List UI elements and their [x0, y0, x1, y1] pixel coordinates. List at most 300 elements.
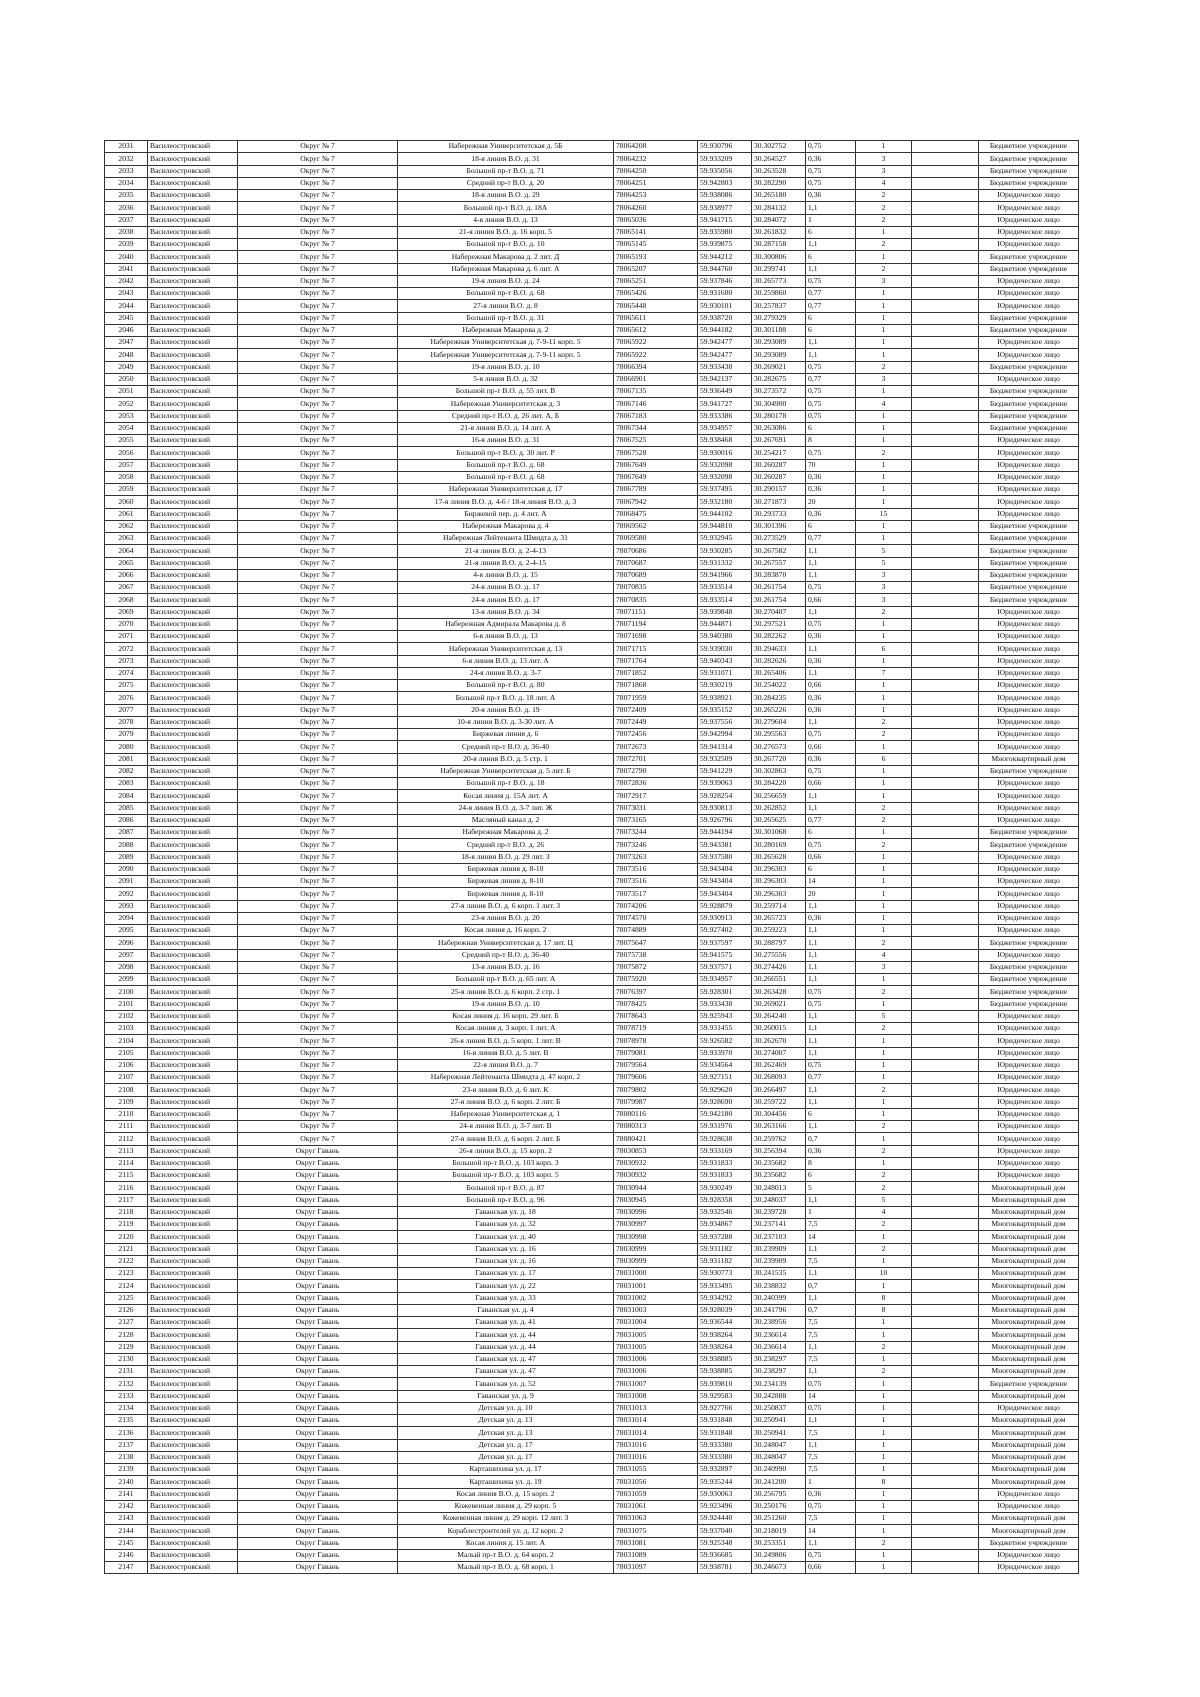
- object-id-cell: 78030999: [614, 1255, 698, 1267]
- latitude-cell: 59.938468: [698, 435, 752, 447]
- volume-cell: 0,7: [806, 1280, 856, 1292]
- volume-cell: 0,77: [806, 373, 856, 385]
- owner-type-cell: Юридическое лицо: [979, 239, 1079, 251]
- address-cell: 19-я линия В.О. д. 10: [398, 361, 614, 373]
- object-id-cell: 78031008: [614, 1390, 698, 1402]
- spacer-cell: [912, 312, 979, 324]
- row-number-cell: 2091: [105, 876, 148, 888]
- latitude-cell: 59.929620: [698, 1084, 752, 1096]
- data-table-container: [104, 140, 1078, 1574]
- municipal-district-cell: Округ № 7: [238, 925, 398, 937]
- table-row: [105, 312, 1079, 324]
- municipal-district-cell: Округ № 7: [238, 141, 398, 153]
- municipal-district-cell: Округ № 7: [238, 386, 398, 398]
- volume-cell: 1,1: [806, 1047, 856, 1059]
- volume-cell: 1,1: [806, 545, 856, 557]
- object-id-cell: 78070686: [614, 545, 698, 557]
- volume-cell: 1,1: [806, 1084, 856, 1096]
- address-cell: 23-я линия В.О. д. 6 лит. К: [398, 1084, 614, 1096]
- address-cell: Набережная Макарова д. 4: [398, 520, 614, 532]
- spacer-cell: [912, 141, 979, 153]
- municipal-district-cell: Округ № 7: [238, 790, 398, 802]
- volume-cell: 0,75: [806, 410, 856, 422]
- spacer-cell: [912, 1525, 979, 1537]
- object-id-cell: 78079564: [614, 1059, 698, 1071]
- owner-type-cell: Юридическое лицо: [979, 202, 1079, 214]
- object-id-cell: 78072449: [614, 716, 698, 728]
- count-cell: 1: [856, 1280, 912, 1292]
- spacer-cell: [912, 422, 979, 434]
- table-row: [105, 251, 1079, 263]
- row-number-cell: 2031: [105, 141, 148, 153]
- latitude-cell: 59.931071: [698, 667, 752, 679]
- count-cell: 1: [856, 876, 912, 888]
- object-id-cell: 78064208: [614, 141, 698, 153]
- row-number-cell: 2099: [105, 974, 148, 986]
- district-cell: Василеостровский: [148, 263, 238, 275]
- count-cell: 8: [856, 1476, 912, 1488]
- row-number-cell: 2055: [105, 435, 148, 447]
- count-cell: 1: [856, 778, 912, 790]
- owner-type-cell: Многоквартирный дом: [979, 1390, 1079, 1402]
- object-id-cell: 78073263: [614, 851, 698, 863]
- district-cell: Василеостровский: [148, 1464, 238, 1476]
- longitude-cell: 30.282262: [752, 631, 806, 643]
- municipal-district-cell: Округ № 7: [238, 447, 398, 459]
- object-id-cell: 78078719: [614, 1023, 698, 1035]
- owner-type-cell: Юридическое лицо: [979, 692, 1079, 704]
- row-number-cell: 2045: [105, 312, 148, 324]
- longitude-cell: 30.256795: [752, 1488, 806, 1500]
- volume-cell: 0,36: [806, 153, 856, 165]
- district-cell: Василеостровский: [148, 190, 238, 202]
- municipal-district-cell: Округ № 7: [238, 876, 398, 888]
- municipal-district-cell: Округ № 7: [238, 667, 398, 679]
- municipal-district-cell: Округ Гавань: [238, 1353, 398, 1365]
- district-cell: Василеостровский: [148, 1562, 238, 1574]
- spacer-cell: [912, 1329, 979, 1341]
- count-cell: 1: [856, 459, 912, 471]
- count-cell: 3: [856, 582, 912, 594]
- table-row: [105, 998, 1079, 1010]
- longitude-cell: 30.287158: [752, 239, 806, 251]
- longitude-cell: 30.259223: [752, 925, 806, 937]
- volume-cell: 7,5: [806, 1451, 856, 1463]
- address-cell: Набережная Макарова д. 6 лит. А: [398, 263, 614, 275]
- latitude-cell: 59.933514: [698, 582, 752, 594]
- row-number-cell: 2117: [105, 1194, 148, 1206]
- municipal-district-cell: Округ Гавань: [238, 1537, 398, 1549]
- object-id-cell: 78078425: [614, 998, 698, 1010]
- table-row: [105, 459, 1079, 471]
- municipal-district-cell: Округ Гавань: [238, 1513, 398, 1525]
- address-cell: Большой пр-т В.О. д. 103 корп. 3: [398, 1157, 614, 1169]
- owner-type-cell: Юридическое лицо: [979, 1010, 1079, 1022]
- municipal-district-cell: Округ № 7: [238, 263, 398, 275]
- latitude-cell: 59.933386: [698, 410, 752, 422]
- volume-cell: 7,5: [806, 1427, 856, 1439]
- owner-type-cell: Многоквартирный дом: [979, 1464, 1079, 1476]
- spacer-cell: [912, 827, 979, 839]
- address-cell: Большой пр-т В.О. д. 55 лит. В: [398, 386, 614, 398]
- owner-type-cell: Юридическое лицо: [979, 1562, 1079, 1574]
- volume-cell: 1,1: [806, 643, 856, 655]
- object-id-cell: 78064251: [614, 177, 698, 189]
- spacer-cell: [912, 1500, 979, 1512]
- owner-type-cell: Юридическое лицо: [979, 459, 1079, 471]
- spacer-cell: [912, 998, 979, 1010]
- spacer-cell: [912, 974, 979, 986]
- address-cell: Большой пр-т В.О. д. 31: [398, 312, 614, 324]
- spacer-cell: [912, 802, 979, 814]
- address-cell: Гаванская ул. д. 44: [398, 1341, 614, 1353]
- spacer-cell: [912, 349, 979, 361]
- owner-type-cell: Юридическое лицо: [979, 1170, 1079, 1182]
- table-row: [105, 1145, 1079, 1157]
- volume-cell: 0,75: [806, 1549, 856, 1561]
- spacer-cell: [912, 459, 979, 471]
- address-cell: 6-я линия В.О. д. 13: [398, 631, 614, 643]
- row-number-cell: 2116: [105, 1182, 148, 1194]
- longitude-cell: 30.259714: [752, 900, 806, 912]
- municipal-district-cell: Округ Гавань: [238, 1145, 398, 1157]
- row-number-cell: 2103: [105, 1023, 148, 1035]
- table-row: [105, 447, 1079, 459]
- object-id-cell: 78031059: [614, 1488, 698, 1500]
- longitude-cell: 30.263428: [752, 986, 806, 998]
- address-cell: Большой пр-т В.О. д. 18: [398, 778, 614, 790]
- district-cell: Василеостровский: [148, 618, 238, 630]
- longitude-cell: 30.254217: [752, 447, 806, 459]
- volume-cell: 0,75: [806, 1378, 856, 1390]
- longitude-cell: 30.267691: [752, 435, 806, 447]
- latitude-cell: 59.938720: [698, 312, 752, 324]
- owner-type-cell: Юридическое лицо: [979, 1121, 1079, 1133]
- district-cell: Василеостровский: [148, 288, 238, 300]
- district-cell: Василеостровский: [148, 1084, 238, 1096]
- volume-cell: 6: [806, 422, 856, 434]
- municipal-district-cell: Округ № 7: [238, 300, 398, 312]
- municipal-district-cell: Округ № 7: [238, 312, 398, 324]
- owner-type-cell: Бюджетное учреждение: [979, 386, 1079, 398]
- object-id-cell: 78079081: [614, 1047, 698, 1059]
- owner-type-cell: Бюджетное учреждение: [979, 827, 1079, 839]
- row-number-cell: 2125: [105, 1292, 148, 1304]
- municipal-district-cell: Округ Гавань: [238, 1304, 398, 1316]
- owner-type-cell: Юридическое лицо: [979, 1072, 1079, 1084]
- address-cell: Гаванская ул. д. 40: [398, 1231, 614, 1243]
- latitude-cell: 59.941966: [698, 569, 752, 581]
- longitude-cell: 30.261754: [752, 594, 806, 606]
- table-row: [105, 753, 1079, 765]
- object-id-cell: 78075872: [614, 961, 698, 973]
- latitude-cell: 59.928254: [698, 790, 752, 802]
- municipal-district-cell: Округ № 7: [238, 778, 398, 790]
- municipal-district-cell: Округ № 7: [238, 288, 398, 300]
- longitude-cell: 30.265226: [752, 704, 806, 716]
- municipal-district-cell: Округ Гавань: [238, 1292, 398, 1304]
- municipal-district-cell: Округ № 7: [238, 324, 398, 336]
- volume-cell: 1: [806, 214, 856, 226]
- owner-type-cell: Юридическое лицо: [979, 888, 1079, 900]
- object-id-cell: 78065141: [614, 226, 698, 238]
- spacer-cell: [912, 263, 979, 275]
- table-row: [105, 1280, 1079, 1292]
- longitude-cell: 30.246673: [752, 1562, 806, 1574]
- latitude-cell: 59.930913: [698, 912, 752, 924]
- volume-cell: 0,7: [806, 1304, 856, 1316]
- district-cell: Василеостровский: [148, 937, 238, 949]
- district-cell: Василеостровский: [148, 802, 238, 814]
- volume-cell: 0,75: [806, 582, 856, 594]
- latitude-cell: 59.942477: [698, 337, 752, 349]
- table-row: [105, 680, 1079, 692]
- spacer-cell: [912, 1562, 979, 1574]
- count-cell: 5: [856, 545, 912, 557]
- count-cell: 15: [856, 508, 912, 520]
- latitude-cell: 59.937597: [698, 937, 752, 949]
- municipal-district-cell: Округ № 7: [238, 349, 398, 361]
- latitude-cell: 59.940343: [698, 655, 752, 667]
- volume-cell: 1,1: [806, 1341, 856, 1353]
- count-cell: 1: [856, 1035, 912, 1047]
- count-cell: 1: [856, 1513, 912, 1525]
- object-id-cell: 78065611: [614, 312, 698, 324]
- latitude-cell: 59.934957: [698, 974, 752, 986]
- address-cell: 4-я линия В.О. д. 13: [398, 214, 614, 226]
- row-number-cell: 2135: [105, 1415, 148, 1427]
- object-id-cell: 78076397: [614, 986, 698, 998]
- latitude-cell: 59.939875: [698, 239, 752, 251]
- latitude-cell: 59.931976: [698, 1121, 752, 1133]
- owner-type-cell: Юридическое лицо: [979, 1096, 1079, 1108]
- object-id-cell: 78067135: [614, 386, 698, 398]
- longitude-cell: 30.242888: [752, 1390, 806, 1402]
- district-cell: Василеостровский: [148, 533, 238, 545]
- owner-type-cell: Юридическое лицо: [979, 667, 1079, 679]
- address-cell: 4-я линия В.О. д. 15: [398, 569, 614, 581]
- owner-type-cell: Многоквартирный дом: [979, 1268, 1079, 1280]
- row-number-cell: 2088: [105, 839, 148, 851]
- district-cell: Василеостровский: [148, 447, 238, 459]
- volume-cell: 0,36: [806, 692, 856, 704]
- table-row: [105, 716, 1079, 728]
- row-number-cell: 2043: [105, 288, 148, 300]
- owner-type-cell: Многоквартирный дом: [979, 1329, 1079, 1341]
- row-number-cell: 2068: [105, 594, 148, 606]
- spacer-cell: [912, 594, 979, 606]
- count-cell: 1: [856, 349, 912, 361]
- object-id-cell: 78078643: [614, 1010, 698, 1022]
- volume-cell: 0,75: [806, 618, 856, 630]
- district-cell: Василеостровский: [148, 1096, 238, 1108]
- table-row: [105, 1390, 1079, 1402]
- object-id-cell: 78073165: [614, 814, 698, 826]
- owner-type-cell: Бюджетное учреждение: [979, 582, 1079, 594]
- district-cell: Василеостровский: [148, 1415, 238, 1427]
- spacer-cell: [912, 1341, 979, 1353]
- municipal-district-cell: Округ № 7: [238, 949, 398, 961]
- address-cell: 19-я линия В.О. д. 10: [398, 998, 614, 1010]
- district-cell: Василеостровский: [148, 1378, 238, 1390]
- municipal-district-cell: Округ № 7: [238, 655, 398, 667]
- address-cell: Набережная Университетская д. 5 лит. Б: [398, 765, 614, 777]
- count-cell: 1: [856, 790, 912, 802]
- latitude-cell: 59.944760: [698, 263, 752, 275]
- municipal-district-cell: Округ Гавань: [238, 1317, 398, 1329]
- municipal-district-cell: Округ № 7: [238, 214, 398, 226]
- table-row: [105, 422, 1079, 434]
- latitude-cell: 59.938781: [698, 1562, 752, 1574]
- table-row: [105, 851, 1079, 863]
- table-row: [105, 1427, 1079, 1439]
- object-id-cell: 78031013: [614, 1402, 698, 1414]
- longitude-cell: 30.264240: [752, 1010, 806, 1022]
- longitude-cell: 30.301396: [752, 520, 806, 532]
- owner-type-cell: Бюджетное учреждение: [979, 141, 1079, 153]
- municipal-district-cell: Округ Гавань: [238, 1562, 398, 1574]
- object-id-cell: 78073031: [614, 802, 698, 814]
- municipal-district-cell: Округ № 7: [238, 533, 398, 545]
- latitude-cell: 59.941314: [698, 741, 752, 753]
- district-cell: Василеостровский: [148, 1023, 238, 1035]
- longitude-cell: 30.274007: [752, 1047, 806, 1059]
- municipal-district-cell: Округ Гавань: [238, 1525, 398, 1537]
- spacer-cell: [912, 324, 979, 336]
- row-number-cell: 2066: [105, 569, 148, 581]
- longitude-cell: 30.259762: [752, 1133, 806, 1145]
- spacer-cell: [912, 692, 979, 704]
- spacer-cell: [912, 447, 979, 459]
- object-id-cell: 78031005: [614, 1341, 698, 1353]
- table-row: [105, 912, 1079, 924]
- municipal-district-cell: Округ № 7: [238, 765, 398, 777]
- row-number-cell: 2089: [105, 851, 148, 863]
- count-cell: 1: [856, 704, 912, 716]
- object-id-cell: 78065612: [614, 324, 698, 336]
- longitude-cell: 30.273529: [752, 533, 806, 545]
- longitude-cell: 30.274426: [752, 961, 806, 973]
- volume-cell: 14: [806, 876, 856, 888]
- address-cell: Гаванская ул. д. 17: [398, 1268, 614, 1280]
- table-row: [105, 569, 1079, 581]
- owner-type-cell: Бюджетное учреждение: [979, 961, 1079, 973]
- municipal-district-cell: Округ № 7: [238, 716, 398, 728]
- row-number-cell: 2052: [105, 398, 148, 410]
- table-row: [105, 398, 1079, 410]
- district-cell: Василеостровский: [148, 1280, 238, 1292]
- count-cell: 8: [856, 1304, 912, 1316]
- longitude-cell: 30.240990: [752, 1464, 806, 1476]
- address-cell: Биржевая линия д. 6: [398, 729, 614, 741]
- table-row: [105, 765, 1079, 777]
- count-cell: 1: [856, 1500, 912, 1512]
- spacer-cell: [912, 1513, 979, 1525]
- object-id-cell: 78031061: [614, 1500, 698, 1512]
- volume-cell: 0,36: [806, 912, 856, 924]
- address-cell: 27-я линия В.О. д. 6 корп. 1 лит. З: [398, 900, 614, 912]
- volume-cell: 6: [806, 827, 856, 839]
- municipal-district-cell: Округ № 7: [238, 606, 398, 618]
- latitude-cell: 59.933209: [698, 153, 752, 165]
- longitude-cell: 30.302863: [752, 765, 806, 777]
- municipal-district-cell: Округ № 7: [238, 692, 398, 704]
- district-cell: Василеостровский: [148, 1268, 238, 1280]
- owner-type-cell: Юридическое лицо: [979, 655, 1079, 667]
- longitude-cell: 30.237141: [752, 1219, 806, 1231]
- object-id-cell: 78070689: [614, 569, 698, 581]
- longitude-cell: 30.300806: [752, 251, 806, 263]
- owner-type-cell: Бюджетное учреждение: [979, 533, 1079, 545]
- count-cell: 1: [856, 1439, 912, 1451]
- spacer-cell: [912, 484, 979, 496]
- count-cell: 4: [856, 1206, 912, 1218]
- latitude-cell: 59.944871: [698, 618, 752, 630]
- latitude-cell: 59.927402: [698, 925, 752, 937]
- district-cell: Василеостровский: [148, 177, 238, 189]
- municipal-district-cell: Округ № 7: [238, 471, 398, 483]
- longitude-cell: 30.301068: [752, 827, 806, 839]
- latitude-cell: 59.944182: [698, 324, 752, 336]
- object-id-cell: 78067344: [614, 422, 698, 434]
- row-number-cell: 2121: [105, 1243, 148, 1255]
- volume-cell: 0,7: [806, 1133, 856, 1145]
- address-cell: Гаванская ул. д. 52: [398, 1378, 614, 1390]
- owner-type-cell: Многоквартирный дом: [979, 1280, 1079, 1292]
- district-cell: Василеостровский: [148, 459, 238, 471]
- row-number-cell: 2143: [105, 1513, 148, 1525]
- count-cell: 4: [856, 398, 912, 410]
- district-cell: Василеостровский: [148, 1243, 238, 1255]
- volume-cell: 1,1: [806, 1035, 856, 1047]
- longitude-cell: 30.296303: [752, 863, 806, 875]
- district-cell: Василеостровский: [148, 1537, 238, 1549]
- row-number-cell: 2067: [105, 582, 148, 594]
- row-number-cell: 2097: [105, 949, 148, 961]
- row-number-cell: 2075: [105, 680, 148, 692]
- count-cell: 2: [856, 937, 912, 949]
- address-cell: Гаванская ул. д. 33: [398, 1292, 614, 1304]
- latitude-cell: 59.936544: [698, 1317, 752, 1329]
- district-cell: Василеостровский: [148, 667, 238, 679]
- owner-type-cell: Бюджетное учреждение: [979, 398, 1079, 410]
- longitude-cell: 30.269021: [752, 361, 806, 373]
- longitude-cell: 30.304900: [752, 398, 806, 410]
- latitude-cell: 59.938885: [698, 1366, 752, 1378]
- count-cell: 1: [856, 1317, 912, 1329]
- volume-cell: 0,75: [806, 361, 856, 373]
- district-cell: Василеостровский: [148, 692, 238, 704]
- volume-cell: 1,1: [806, 337, 856, 349]
- table-row: [105, 1513, 1079, 1525]
- longitude-cell: 30.237103: [752, 1231, 806, 1243]
- row-number-cell: 2136: [105, 1427, 148, 1439]
- latitude-cell: 59.942477: [698, 349, 752, 361]
- municipal-district-cell: Округ № 7: [238, 961, 398, 973]
- table-row: [105, 1182, 1079, 1194]
- municipal-district-cell: Округ № 7: [238, 631, 398, 643]
- address-cell: Карташихина ул. д. 17: [398, 1464, 614, 1476]
- spacer-cell: [912, 202, 979, 214]
- table-row: [105, 814, 1079, 826]
- municipal-district-cell: Округ № 7: [238, 496, 398, 508]
- table-row: [105, 324, 1079, 336]
- count-cell: 1: [856, 1108, 912, 1120]
- row-number-cell: 2071: [105, 631, 148, 643]
- object-id-cell: 78067146: [614, 398, 698, 410]
- owner-type-cell: Юридическое лицо: [979, 1402, 1079, 1414]
- municipal-district-cell: Округ № 7: [238, 1059, 398, 1071]
